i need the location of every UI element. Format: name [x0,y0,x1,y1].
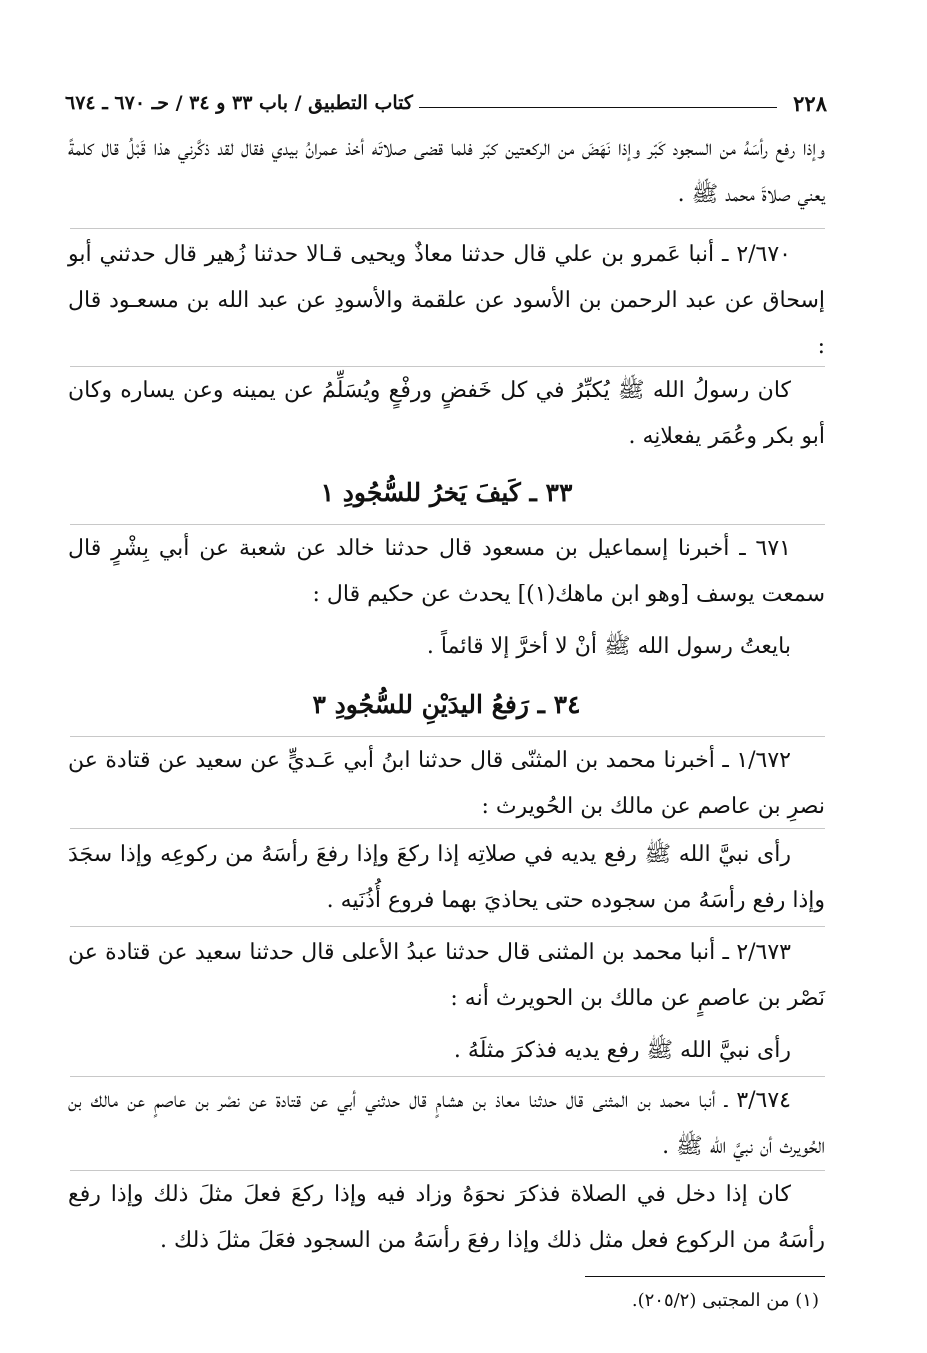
hadith-670-isnad: ٢/٦٧٠ ـ أنبا عَمرو بن علي قال حدثنا معاذٌ ويحيى قـالا حدثنا زُهير قال حدثني أبو إسحاق عن عبد الرحمن بن الأسود عن علقمة والأسودِ عن عبد الله بن مسعـود قال : [68,242,825,359]
hadith-672-isnad: ١/٦٧٢ ـ أخبرنا محمد بن المثنّى قال حدثنا ابنُ أبي عَـديٍّ عن سعيد عن قتادة عن نصرِ بن عاصم عن مالك بن الحُويرث : [68,748,825,819]
header-rule [419,107,777,108]
footnote: (١) من المجتبى (٢٠٥/٢). [631,1290,819,1311]
chapter-heading-33: ٣٣ ـ كَيفَ يَخرُ للسُّجُودِ ١ [320,478,573,507]
paragraph-separator [70,828,825,829]
paragraph-separator [70,736,825,737]
page-header [65,82,827,116]
hadith-673-matn: رأى نبيَّ الله ﷺ رفع يديه فذكرَ مثلَهُ . [453,1038,791,1063]
hadith-672-matn: رأى نبيَّ الله ﷺ رفع يديه في صلاتِه إذا ركعَ وإذا رفعَ رأسَهُ من ركوعِه وإذا سجَدَ وإذا رفع رأسَهُ من سجوده حتى يحاذيَ بهما فروع أُذُنَيه . [68,842,825,913]
hadith-671-matn: بايعتُ رسول الله ﷺ أنْ لا أخرَّ إلا قائماً . [426,634,791,659]
paragraph-separator [70,1076,825,1077]
hadith-670-matn: كان رسولُ الله ﷺ يُكبِّرُ في كل خَفضٍ ورفْعٍ ويُسَلِّمُ عن يمينه وعن يساره وكان أبو بكر وعُمَر يفعلانِه . [68,378,825,449]
paragraph-continuation: وإذا رفع رأسَهُ من السجود كَبّر وإذا نَهَضَ من الركعتين كبّر فلما قضى صلاتَه أخذ عمرانُ بيدي فقال لقد ذكَّرني هذا قَبْلُ قال كلمةً يعني صلاةَ محمد ﷺ . [68,136,825,207]
paragraph-separator [70,366,825,367]
paragraph-separator [70,926,825,927]
hadith-674-isnad: ٣/٦٧٤ ـ أنبا محمد بن المثنى قال حدثنا معاذ بن هشامٍ قال حدثني أبي عن قتادة عن نصْر بن عاصمٍ عن مالك بن الحُويرث أن نبيَّ الله ﷺ . [68,1088,825,1159]
paragraph-separator [70,524,825,525]
hadith-671-isnad: ٦٧١ ـ أخبرنا إسماعيل بن مسعود قال حدثنا خالد عن شعبة عن أبي بِشْرٍ قال سمعت يوسف [وهو ابن ماهك(١)] يحدث عن حكيم قال : [68,536,825,607]
chapter-heading-34: ٣٤ ـ رَفعُ اليدَيْنِ للسُّجُودِ ٣ [312,690,581,719]
hadith-674-matn: كان إذا دخل في الصلاة فذكرَ نحوَهُ وزاد فيه وإذا ركعَ فعلَ مثلَ ذلك وإذا رفع رأسَهُ من الركوع فعل مثل ذلك وإذا رفعَ رأسَهُ من السجود فعَلَ مثلَ ذلك . [68,1182,825,1253]
page-number: ٢٢٨ [793,91,827,116]
paragraph-separator [70,228,825,229]
paragraph-separator [70,1170,825,1171]
footnote-rule [585,1276,825,1277]
running-title: كتاب التطبيق / باب ٣٣ و ٣٤ / حـ ٦٧٠ ـ ٦٧٤ [65,92,413,114]
hadith-673-isnad: ٢/٦٧٣ ـ أنبا محمد بن المثنى قال حدثنا عبدُ الأعلى قال حدثنا سعيد عن قتادة عن نَصْر بن عاصمٍ عن مالك بن الحويرث أنه : [68,940,825,1011]
